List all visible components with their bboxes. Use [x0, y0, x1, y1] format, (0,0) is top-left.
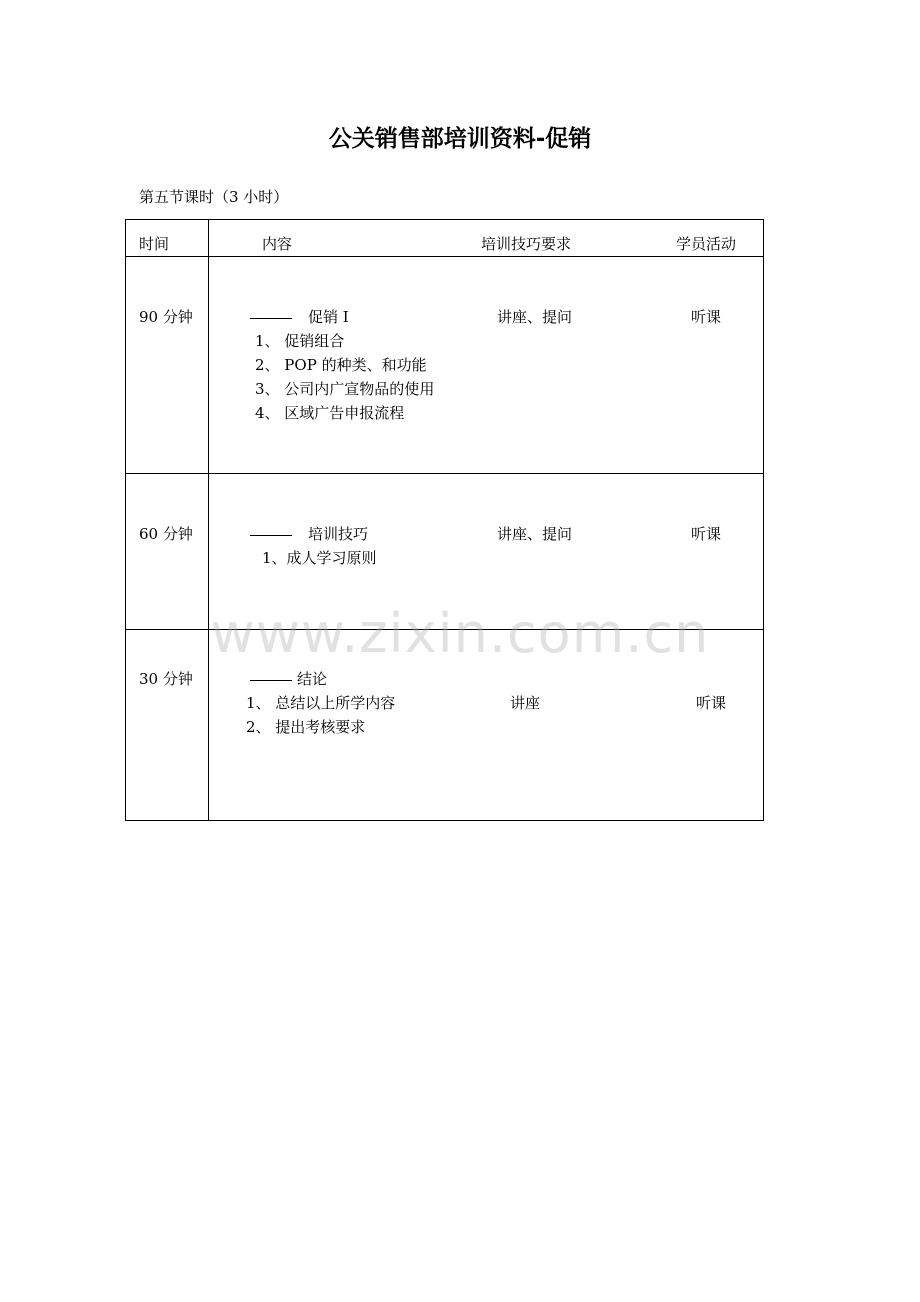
- dash-marker: [250, 680, 292, 681]
- row1-topic-label: 促销 Ⅰ: [308, 308, 349, 326]
- row2-topic: [250, 524, 368, 544]
- row3-item: 2、 提出考核要求: [246, 718, 366, 736]
- row3-time: 30 分钟: [139, 670, 193, 688]
- row2-method: 讲座、提问: [497, 525, 573, 543]
- row1-item: 2、 POP 的种类、和功能: [255, 356, 427, 374]
- row1-topic: [250, 307, 349, 327]
- row2-activity: 听课: [691, 525, 722, 543]
- header-time: 时间: [139, 235, 170, 253]
- dash-marker: [250, 318, 292, 319]
- row-divider: [126, 256, 763, 257]
- document-title: 公关销售部培训资料-促销: [328, 126, 592, 152]
- watermark-text: www.zixin.com.cn: [210, 602, 710, 665]
- dash-marker: [250, 535, 292, 536]
- row1-item: 1、 促销组合: [255, 332, 345, 350]
- header-activity: 学员活动: [676, 235, 737, 253]
- header-content: 内容: [262, 235, 293, 253]
- row3-activity: 听课: [696, 694, 727, 712]
- row1-item: 3、 公司内广宣物品的使用: [255, 380, 435, 398]
- row3-topic: [250, 669, 327, 689]
- session-subtitle: 第五节课时（3 小时）: [139, 188, 289, 206]
- header-technique: 培训技巧要求: [481, 235, 572, 253]
- row3-topic-label: 结论: [297, 670, 328, 688]
- row3-method: 讲座: [510, 694, 541, 712]
- row2-item: 1、成人学习原则: [262, 549, 377, 567]
- column-divider: [208, 220, 209, 820]
- row2-topic-label: 培训技巧: [308, 525, 369, 543]
- row1-item: 4、 区域广告申报流程: [255, 404, 405, 422]
- row1-method: 讲座、提问: [497, 308, 573, 326]
- training-schedule-table: [125, 219, 764, 821]
- row1-time: 90 分钟: [139, 308, 193, 326]
- row3-item: 1、 总结以上所学内容: [246, 694, 396, 712]
- row-divider: [126, 473, 763, 474]
- row1-activity: 听课: [691, 308, 722, 326]
- row2-time: 60 分钟: [139, 525, 193, 543]
